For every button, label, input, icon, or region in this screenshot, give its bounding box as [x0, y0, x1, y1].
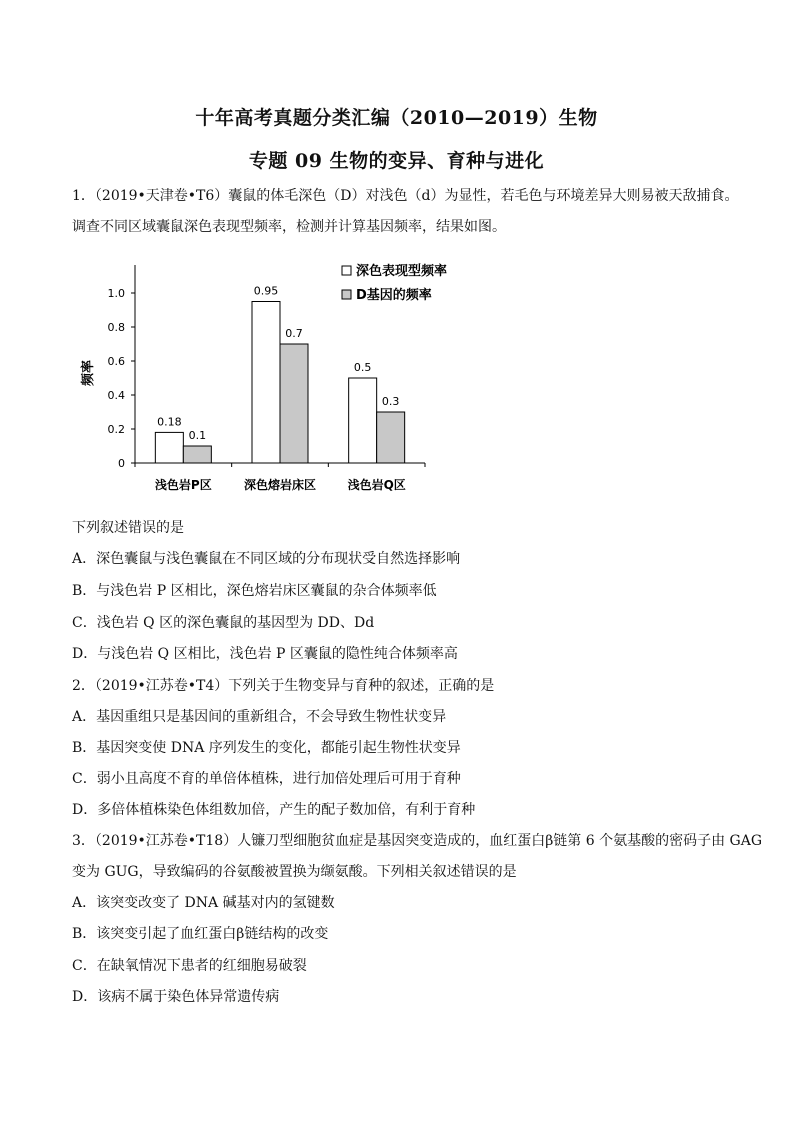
y-tick-label: 0: [118, 457, 125, 470]
bar-value-label: 0.1: [188, 429, 207, 442]
q2-option-d: D．多倍体植株染色体组数加倍，产生的配子数加倍，有利于育种: [72, 802, 476, 818]
y-tick-label: 0.4: [107, 389, 125, 402]
y-tick-label: 0.2: [107, 423, 125, 436]
q3-stem-line-2: 变为 GUG，导致编码的谷氨酸被置换为缬氨酸。下列相关叙述错误的是: [72, 864, 517, 880]
bar-d-gene-0: [183, 446, 211, 463]
bar-value-label: 0.18: [157, 415, 182, 429]
y-tick-label: 1.0: [107, 287, 125, 300]
legend-label: 深色表现型频率: [356, 264, 448, 279]
q2-option-b: B．基因突变使 DNA 序列发生的变化，都能引起生物性状变异: [72, 740, 461, 756]
q2-option-a: A．基因重组只是基因间的重新组合，不会导致生物性状变异: [72, 709, 447, 725]
x-category-label: 浅色岩Q区: [347, 478, 406, 492]
document-title: 十年高考真题分类汇编（2010—2019）生物: [195, 107, 598, 129]
y-tick-label: 0.8: [107, 321, 125, 334]
q1-option-d: D．与浅色岩 Q 区相比，浅色岩 P 区囊鼠的隐性纯合体频率高: [72, 646, 458, 662]
bar-dark-phenotype-1: [252, 302, 280, 464]
q2-stem-line-1: 2．（2019•江苏卷•T4）下列关于生物变异与育种的叙述，正确的是: [72, 678, 495, 694]
bar-d-gene-2: [377, 412, 405, 463]
bar-value-label: 0.5: [353, 361, 372, 374]
q1-stem-line-1: 1．（2019•天津卷•T6）囊鼠的体毛深色（D）对浅色（d）为显性，若毛色与环境差异大则易被天敌捕食。: [72, 188, 739, 204]
q1-stem-line-2: 调查不同区域囊鼠深色表现型频率，检测并计算基因频率，结果如图。: [72, 219, 506, 235]
q1-option-a: A．深色囊鼠与浅色囊鼠在不同区域的分布现状受自然选择影响: [72, 551, 461, 567]
document-subtitle: 专题 09 生物的变异、育种与进化: [248, 150, 545, 172]
y-axis-label: 频率: [81, 359, 96, 387]
y-tick-label: 0.6: [107, 355, 125, 368]
bar-value-label: 0.95: [253, 284, 279, 298]
bar-value-label: 0.3: [381, 395, 400, 408]
bar-value-label: 0.7: [285, 327, 303, 340]
q3-option-c: C．在缺氧情况下患者的红细胞易破裂: [72, 958, 307, 974]
bar-d-gene-1: [280, 344, 308, 463]
q1-option-b: B．与浅色岩 P 区相比，深色熔岩床区囊鼠的杂合体频率低: [72, 583, 437, 599]
x-category-label: 浅色岩P区: [154, 478, 212, 492]
q3-option-b: B．该突变引起了血红蛋白β链结构的改变: [72, 926, 329, 942]
legend-swatch: [342, 266, 351, 275]
bar-dark-phenotype-2: [349, 378, 377, 463]
bar-dark-phenotype-0: [155, 432, 183, 463]
q1-prompt: 下列叙述错误的是: [72, 520, 184, 536]
legend-label: D基因的频率: [356, 288, 432, 303]
q3-option-d: D．该病不属于染色体异常遗传病: [72, 989, 280, 1005]
x-category-label: 深色熔岩床区: [243, 478, 317, 492]
q1-option-c: C．浅色岩 Q 区的深色囊鼠的基因型为 DD、Dd: [72, 615, 375, 631]
frequency-bar-chart: [80, 255, 460, 505]
q2-option-c: C．弱小且高度不育的单倍体植株，进行加倍处理后可用于育种: [72, 771, 461, 787]
q3-stem-line-1: 3．（2019•江苏卷•T18）人镰刀型细胞贫血症是基因突变造成的，血红蛋白β链第 6 个氨基酸的密码子由 GAG: [72, 833, 763, 849]
q3-option-a: A．该突变改变了 DNA 碱基对内的氢键数: [72, 895, 335, 911]
legend-swatch: [342, 290, 351, 299]
